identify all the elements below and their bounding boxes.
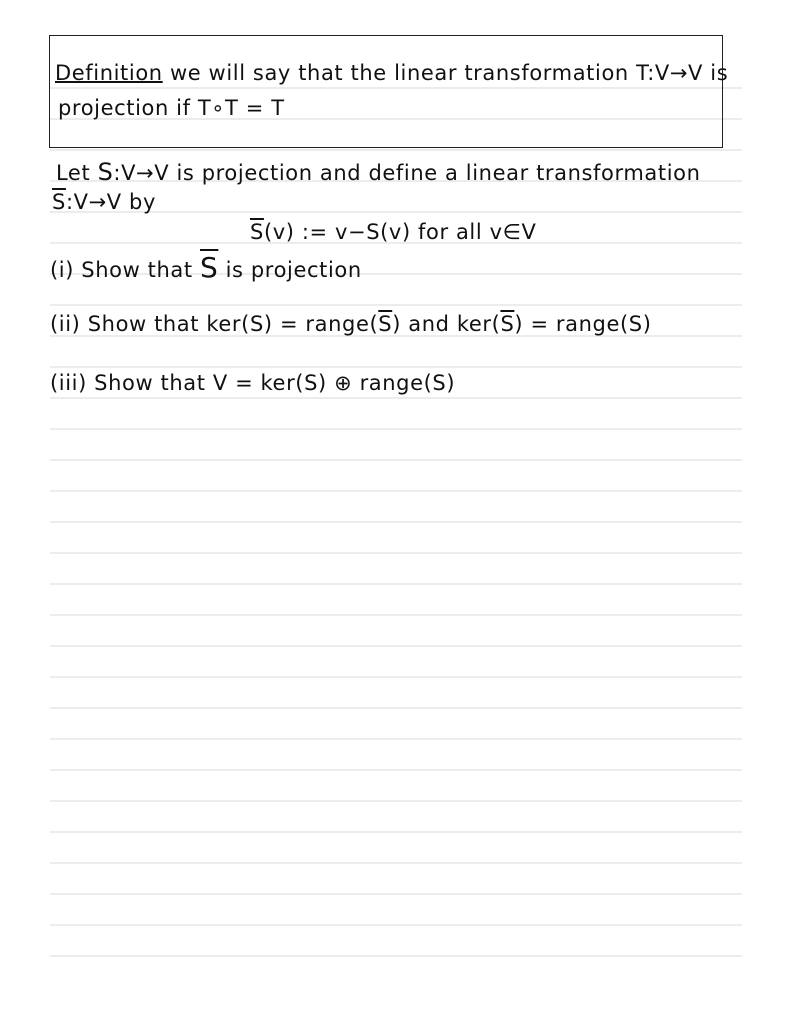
question-3: (iii) Show that V = ker(S) ⊕ range(S) <box>50 371 456 395</box>
definition-box <box>49 35 723 148</box>
setup-line-2 <box>52 192 156 213</box>
setup-let: Let <box>56 161 98 185</box>
q2-Sbar-2: $\overline{S}$ <box>500 312 515 336</box>
definition-text-1: we will say that the linear transformation T:V→V is <box>162 61 729 85</box>
question-2 <box>50 314 652 335</box>
definition-line-2: projection if T∘T = T <box>58 96 285 120</box>
setup-line-1 <box>56 160 701 184</box>
setup-formula <box>250 222 536 243</box>
formula-rest: (v) := v−S(v) for all v∈V <box>263 220 537 244</box>
q2-text-b: ) and ker( <box>392 312 501 336</box>
q2-text-a: (ii) Show that ker(S) = range( <box>50 312 379 336</box>
setup-Sbar: $\overline{S}$ <box>52 190 66 214</box>
setup-line-1-rest: :V→V is projection and define a linear transformation <box>113 161 701 185</box>
setup-S: S <box>97 158 114 186</box>
q1-text-b: is projection <box>218 258 362 282</box>
q2-text-c: ) = range(S) <box>514 312 652 336</box>
q1-Sbar: $\overline{S}$ <box>199 251 219 284</box>
question-1 <box>50 251 362 284</box>
q1-text-a: (i) Show that <box>50 258 200 282</box>
formula-Sbar: $\overline{S}$ <box>250 220 264 244</box>
q2-Sbar-1: $\overline{S}$ <box>378 312 393 336</box>
definition-term: Definition <box>55 61 163 85</box>
definition-line-1 <box>55 63 728 84</box>
setup-line-2-rest: :V→V by <box>65 190 156 214</box>
